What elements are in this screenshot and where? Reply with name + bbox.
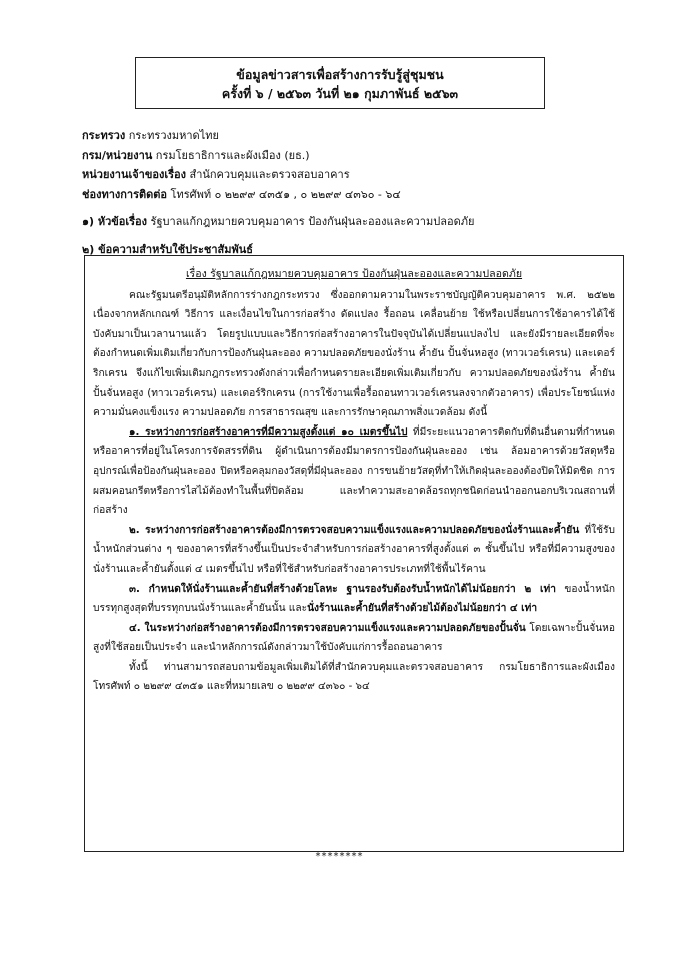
item-3: [93, 580, 615, 619]
item-4-text: โดยเฉพาะปั้นจั่นหอสูงที่ใช้สอยเป็นประจำ และนำหลักการณ์ดังกล่าวมาใช้บังคับแก่การรื้อถอนอาคาร: [93, 622, 615, 654]
item-4-heading: ๔. ในระหว่างก่อสร้างอาคารต้องมีการตรวจสอบความแข็งแรงและความปลอดภัยของปั้นจั่น: [129, 622, 526, 634]
item-1: [93, 423, 615, 521]
contact-value: โทรศัพท์ ๐ ๒๒๙๙ ๔๓๕๑ , ๐ ๒๒๙๙ ๔๓๖๐ - ๖๔: [170, 187, 401, 201]
item-3-heading: ๓. กำหนดให้นั่งร้านและค้ำยันที่สร้างด้วยโลหะ ฐานรองรับต้องรับน้ำหนักได้ไม่น้อยกว่า ๒ เท่า: [129, 583, 556, 595]
ministry-label: กระทรวง: [82, 129, 126, 142]
item-3-text: ของน้ำหนักบรรทุกสูงสุดที่บรรทุกบนนั่งร้านและค้ำยันนั้น และ: [93, 583, 615, 615]
intro-paragraph: คณะรัฐมนตรีอนุมัติหลักการร่างกฎกระทรวง ซึ่งออกตามความในพระราชบัญญัติควบคุมอาคาร พ.ศ. ๒๕๒๒ เนื่องจากหลักเกณฑ์ วิธีการ และเงื่อนไขในการก่อสร้าง ดัดแปลง รื้อถอน เคลื่อนย้าย ใช้หรือเปลี่ยนการใช้อาคารได้ใช้บังคับมาเป็นเวลานานแล้ว โดยรูปแบบและวิธีการก่อสร้างอาคารในปัจจุบันได้เปลี่ยนแปลงไป และยังมีรายละเอียดที่จะต้องกำหนดเพิ่มเติมเกี่ยวกับการป้องกันฝุ่นละออง ความปลอดภัยของนั่งร้าน ค้ำยัน ปั้นจั่นหอสูง (ทาวเวอร์เครน) และเดอร์ริกเครน จึงแก้ไขเพิ่มเติมกฎกระทรวงดังกล่าวเพื่อกำหนดรายละเอียดเพิ่มเติมเกี่ยวกับ ความปลอดภัยของนั่งร้าน ค้ำยัน ปั้นจั่นหอสูง (ทาวเวอร์เครน) และเดอร์ริกเครน (การใช้งานเพื่อรื้อถอนทาวเวอร์เครนลงจากตัวอาคาร) เพื่อประโยชน์แห่งความมั่นคงแข็งแรง ความปลอดภัย การสาธารณสุข และการรักษาคุณภาพสิ่งแวดล้อม ดังนี้: [93, 289, 615, 419]
ministry-row: [82, 126, 401, 146]
ministry-value: กระทรวงมหาดไทย: [128, 129, 219, 142]
topic-label: ๑) หัวข้อเรื่อง: [82, 215, 148, 228]
item-2-heading: ๒. ระหว่างการก่อสร้างอาคารต้องมีการตรวจสอบความแข็งแรงและความปลอดภัยของนั่งร้านและค้ำยัน: [129, 524, 580, 536]
item-2-text: ที่ใช้รับน้ำหนักส่วนต่าง ๆ ของอาคารที่สร้างขึ้นเป็นประจำสำหรับการก่อสร้างอาคารที่สูงตั้งแต่ ๓ ชั้นขึ้นไป หรือที่มีความสูงของนั่งร้านและค้ำยันตั้งแต่ ๔ เมตรขึ้นไป หรือที่ใช้สำหรับก่อสร้างอาคารประเภทที่ใช้พื้นไร้คาน: [93, 524, 615, 575]
topic-value: รัฐบาลแก้กฎหมายควบคุมอาคาร ป้องกันฝุ่นละอองและความปลอดภัย: [150, 215, 475, 228]
end-marker: ********: [315, 851, 364, 862]
owner-value: สำนักควบคุมและตรวจสอบอาคาร: [189, 168, 350, 181]
dept-row: [82, 146, 401, 166]
header-box: [135, 57, 545, 109]
item-1-text: ที่มีระยะแนวอาคารติดกับที่ดินอื่นตามที่กำหนดหรืออาคารที่อยู่ในโครงการจัดสรรที่ดิน ผู้ดำเนินการต้องมีมาตรการป้องกันฝุ่นละออง เช่น ล้อมอาคารด้วยวัสดุหรืออุปกรณ์เพื่อป้องกันฝุ่นละออง ปิดหรือคลุมกองวัสดุที่มีฝุ่นละออง การขนย้ายวัสดุที่ทำให้เกิดฝุ่นละอองต้องปิดให้มิดชิด การผสมคอนกรีตหรือการไสไม้ต้องทำในพื้นที่ปิดล้อม และทำความสะอาดล้อรถทุกชนิดก่อนนำออกนอกบริเวณสถานที่ก่อสร้าง: [93, 426, 615, 517]
closing-paragraph: ทั้งนี้ ท่านสามารถสอบถามข้อมูลเพิ่มเติมได้ที่สำนักควบคุมและตรวจสอบอาคาร กรมโยธาธิการและผังเมือง โทรศัพท์ ๐ ๒๒๙๙ ๔๓๕๑ และที่หมายเลข ๐ ๒๒๙๙ ๔๓๖๐ - ๖๔: [93, 661, 615, 693]
meta-block: [82, 126, 401, 204]
content-title: เรื่อง รัฐบาลแก้กฎหมายควบคุมอาคาร ป้องกันฝุ่นละอองและความปลอดภัย: [185, 268, 523, 280]
pr-content-box: [84, 255, 624, 852]
owner-label: หน่วยงานเจ้าของเรื่อง: [82, 168, 186, 181]
section2-heading: ๒) ข้อความสำหรับใช้ประชาสัมพันธ์: [82, 243, 253, 256]
contact-label: ช่องทางการติดต่อ: [82, 187, 168, 201]
owner-row: [82, 165, 401, 185]
topic-row: [82, 212, 474, 230]
item-1-heading: ๑. ระหว่างการก่อสร้างอาคารที่มีความสูงตั้งแต่ ๑๐ เมตรขึ้นไป: [129, 426, 408, 438]
item-4: [93, 619, 615, 658]
contact-row: [82, 185, 401, 205]
item-2: [93, 521, 615, 580]
header-issue: ครั้งที่ ๖ / ๒๕๖๓ วันที่ ๒๑ กุมภาพันธ์ ๒๕๖๓: [221, 86, 459, 101]
dept-label: กรม/หน่วยงาน: [82, 148, 153, 162]
dept-value: กรมโยธาธิการและผังเมือง (ยธ.): [155, 148, 310, 162]
item-3-heading-b: นั่งร้านและค้ำยันที่สร้างด้วยไม้ต้องไม่น้อยกว่า ๔ เท่า: [307, 603, 538, 615]
header-title: ข้อมูลข่าวสารเพื่อสร้างการรับรู้สู่ชุมชน: [236, 67, 444, 82]
